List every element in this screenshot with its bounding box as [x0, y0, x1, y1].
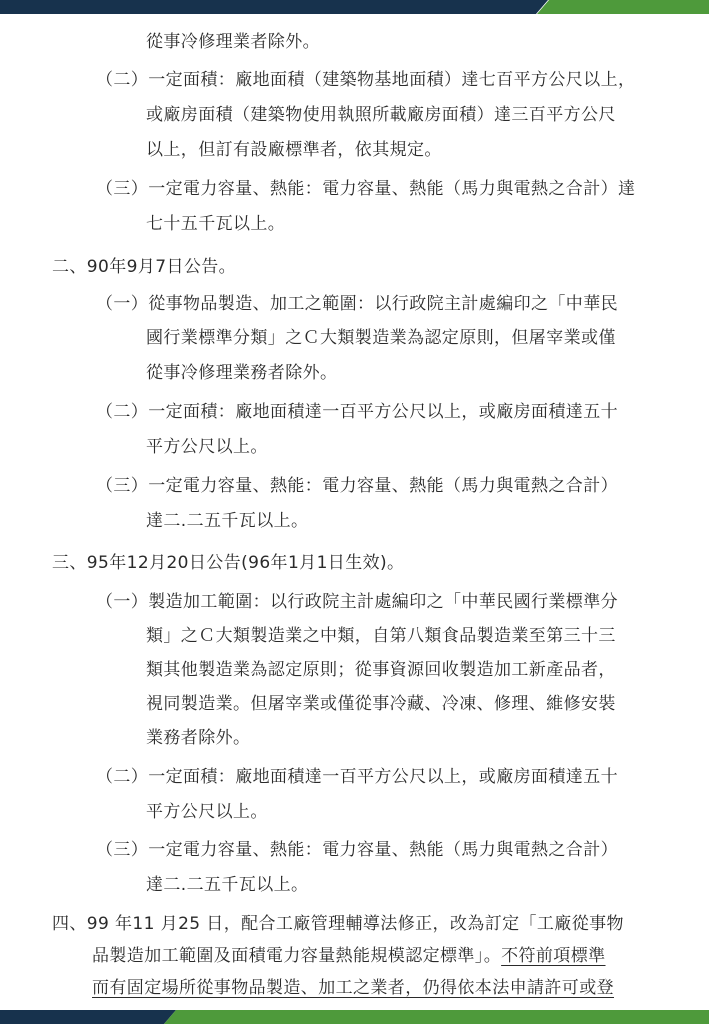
- text-line: 或廠房面積（建築物使用執照所載廠房面積）達三百平方公尺: [146, 105, 616, 125]
- text-line: （一）從事物品製造、加工之範圍：以行政院主計處編印之「中華民: [96, 294, 618, 314]
- text-line: 從事冷修理業者除外。: [146, 32, 320, 52]
- text-segment: 品製造加工範圍及面積電力容量熱能規模認定標準」。: [92, 946, 502, 966]
- text-line: 類」之Ｃ大類製造業之中類，自第八類食品製造業至第三十三: [146, 626, 616, 646]
- text-line: （三）一定電力容量、熱能：電力容量、熱能（馬力與電熱之合計）達: [96, 179, 636, 199]
- top-banner-green-stripe: [537, 0, 709, 14]
- underlined-text: 不符前項標準: [501, 946, 606, 966]
- top-banner: [0, 0, 709, 14]
- text-line: 七十五千瓦以上。: [146, 214, 286, 234]
- section-heading: 二、90年9月7日公告。: [52, 257, 237, 277]
- text-line: 平方公尺以上。: [146, 802, 268, 822]
- top-banner-navy-stripe: [0, 0, 548, 14]
- bottom-banner: [0, 1010, 709, 1024]
- text-line: 視同製造業。但屠宰業或僅從事冷藏、冷凍、修理、維修安裝: [146, 694, 616, 714]
- section-heading: 四、99 年11 月25 日，配合工廠管理輔導法修正，改為訂定「工廠從事物: [52, 914, 624, 934]
- text-line: （二）一定面積：廠地面積（建築物基地面積）達七百平方公尺以上，: [96, 70, 636, 90]
- bottom-banner-navy-stripe: [0, 1010, 176, 1024]
- text-line: 達二.二五千瓦以上。: [146, 875, 309, 895]
- text-line: （二）一定面積：廠地面積達一百平方公尺以上，或廠房面積達五十: [96, 402, 618, 422]
- text-line: （一）製造加工範圍：以行政院主計處編印之「中華民國行業標準分: [96, 592, 618, 612]
- text-line: 達二.二五千瓦以上。: [146, 511, 309, 531]
- text-line: 業務者除外。: [146, 728, 251, 748]
- text-line: 以上，但訂有設廠標準者，依其規定。: [146, 140, 442, 160]
- text-line: [92, 945, 606, 967]
- text-line: 國行業標準分類」之Ｃ大類製造業為認定原則，但屠宰業或僅: [146, 328, 616, 348]
- text-line: （三）一定電力容量、熱能：電力容量、熱能（馬力與電熱之合計）: [96, 840, 618, 860]
- text-line: 類其他製造業為認定原則；從事資源回收製造加工新產品者，: [146, 660, 616, 680]
- section-heading: 三、95年12月20日公告(96年1月1日生效)。: [52, 553, 405, 573]
- underlined-text-line: 而有固定場所從事物品製造、加工之業者，仍得依本法申請許可或登: [92, 978, 614, 998]
- text-line: 從事冷修理業務者除外。: [146, 363, 338, 383]
- bottom-banner-green-stripe: [164, 1010, 709, 1024]
- text-line: （三）一定電力容量、熱能：電力容量、熱能（馬力與電熱之合計）: [96, 476, 618, 496]
- text-line: 平方公尺以上。: [146, 437, 268, 457]
- text-line: （二）一定面積：廠地面積達一百平方公尺以上，或廠房面積達五十: [96, 767, 618, 787]
